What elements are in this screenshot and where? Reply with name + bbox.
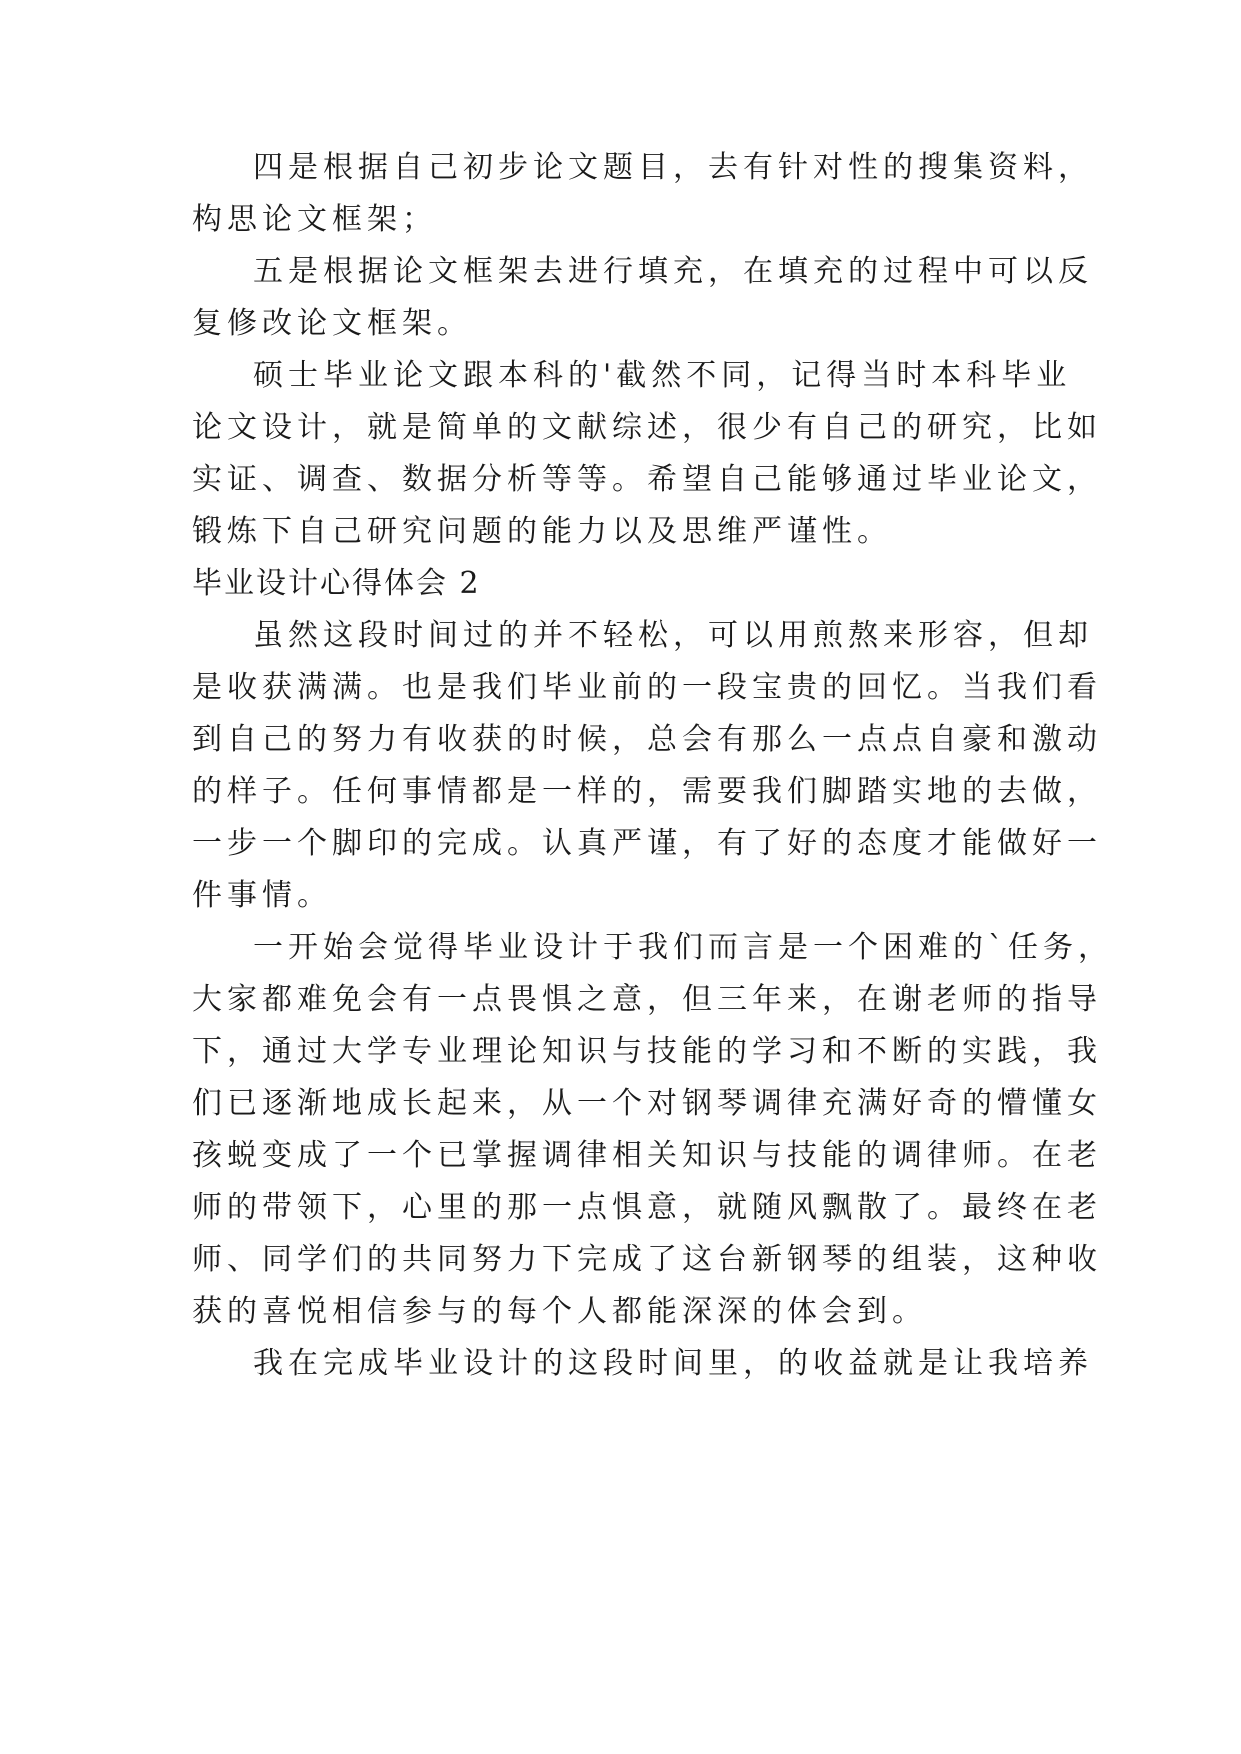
paragraph-line: 到自己的努力有收获的时候，总会有那么一点点自豪和激动 — [192, 722, 1102, 757]
paragraph-line: 复修改论文框架。 — [192, 306, 472, 341]
paragraph-line: 大家都难免会有一点畏惧之意，但三年来，在谢老师的指导 — [192, 982, 1102, 1017]
paragraph-line: 四是根据自己初步论文题目，去有针对性的搜集资料， — [253, 150, 1093, 185]
paragraph-line: 的样子。任何事情都是一样的，需要我们脚踏实地的去做， — [192, 774, 1102, 809]
paragraph-line: 虽然这段时间过的并不轻松，可以用煎熬来形容，但却 — [253, 618, 1093, 653]
paragraph-line: 硕士毕业论文跟本科的'截然不同，记得当时本科毕业 — [253, 358, 1072, 393]
paragraph-line: 一开始会觉得毕业设计于我们而言是一个困难的`任务， — [253, 930, 1113, 965]
paragraph-line: 件事情。 — [192, 878, 332, 913]
paragraph-line: 师、同学们的共同努力下完成了这台新钢琴的组装，这种收 — [192, 1242, 1102, 1277]
paragraph-line: 们已逐渐地成长起来，从一个对钢琴调律充满好奇的懵懂女 — [192, 1086, 1102, 1121]
paragraph-line: 师的带领下，心里的那一点惧意，就随风飘散了。最终在老 — [192, 1190, 1102, 1225]
paragraph-line: 论文设计，就是简单的文献综述，很少有自己的研究，比如 — [192, 410, 1102, 445]
paragraph-line: 获的喜悦相信参与的每个人都能深深的体会到。 — [192, 1294, 927, 1329]
paragraph-line: 构思论文框架； — [192, 202, 437, 237]
paragraph-line: 五是根据论文框架去进行填充，在填充的过程中可以反 — [253, 254, 1093, 289]
paragraph-line: 锻炼下自己研究问题的能力以及思维严谨性。 — [192, 514, 892, 549]
paragraph-line: 一步一个脚印的完成。认真严谨，有了好的态度才能做好一 — [192, 826, 1102, 861]
paragraph-line: 是收获满满。也是我们毕业前的一段宝贵的回忆。当我们看 — [192, 670, 1102, 705]
section-heading: 毕业设计心得体会 2 — [192, 566, 481, 601]
paragraph-line: 实证、调查、数据分析等等。希望自己能够通过毕业论文， — [192, 462, 1102, 497]
paragraph-line: 下，通过大学专业理论知识与技能的学习和不断的实践，我 — [192, 1034, 1102, 1069]
paragraph-line: 我在完成毕业设计的这段时间里，的收益就是让我培养 — [253, 1346, 1093, 1381]
paragraph-line: 孩蜕变成了一个已掌握调律相关知识与技能的调律师。在老 — [192, 1138, 1102, 1173]
